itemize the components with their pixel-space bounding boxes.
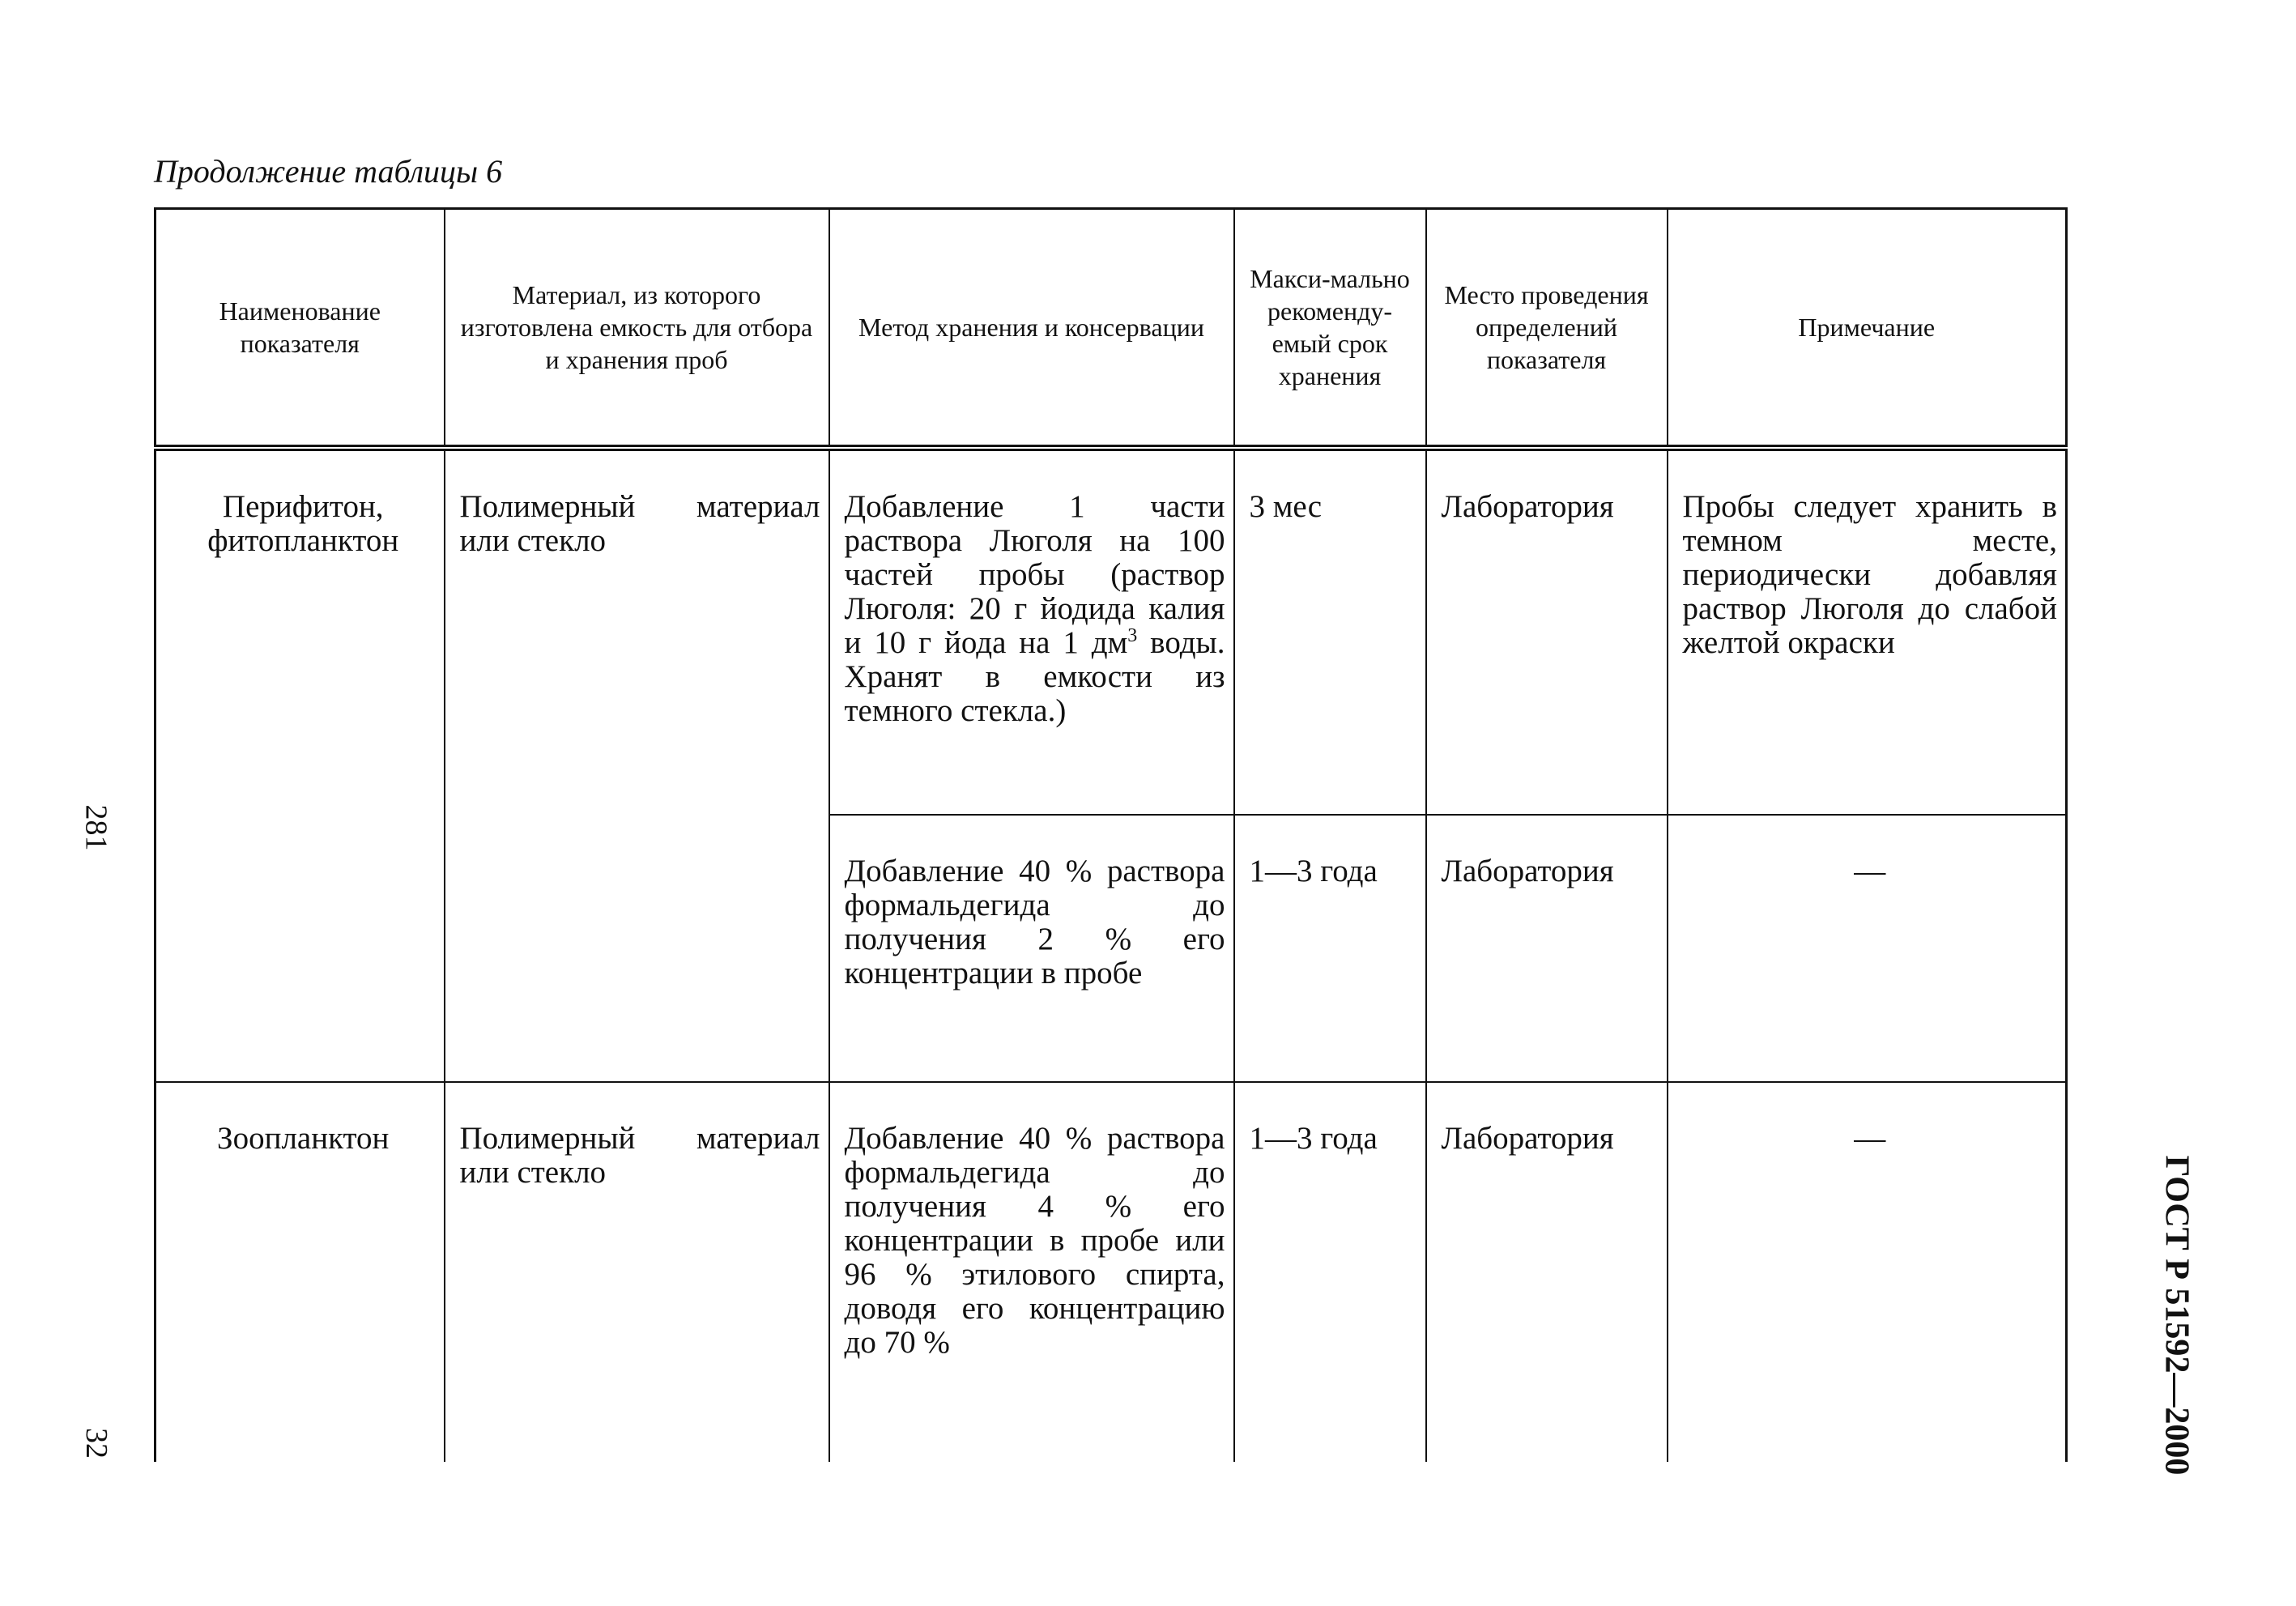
- header-note: Примечание: [1668, 209, 2067, 449]
- cell-container-material: Полимерный материал или стекло: [445, 1082, 829, 1462]
- cell-indicator-name: Перифитон, фитопланктон: [155, 448, 445, 1082]
- table-row: [155, 1082, 2067, 1462]
- header-analysis-place: Место проведения определений показателя: [1426, 209, 1668, 449]
- header-storage-method: Метод хранения и консервации: [829, 209, 1234, 449]
- storage-table: [154, 207, 2068, 1462]
- table-caption: Продолжение таблицы 6: [154, 153, 503, 190]
- header-indicator-name: Наименование показателя: [155, 209, 445, 449]
- page-number-281: 281: [79, 804, 113, 851]
- method-text-part1: Добавление 1 части раствора Люголя на 100 частей пробы (раствор Люголя: 20 г йодида калия и 10 г йода на 1 дм: [844, 489, 1225, 660]
- method-text-part2: воды. Хранят в емкости из темного стекла.): [844, 625, 1225, 728]
- header-row: [155, 209, 2067, 449]
- cell-analysis-place: Лаборатория: [1426, 815, 1668, 1082]
- cell-storage-method: [829, 448, 1234, 815]
- table-row: [155, 448, 2067, 815]
- page-number-32: 32: [79, 1428, 113, 1459]
- cell-analysis-place: Лаборатория: [1426, 448, 1668, 815]
- cell-note: —: [1668, 815, 2067, 1082]
- cell-note: Пробы следует хранить в темном месте, периодически добавляя раствор Люголя до слабой желтой окраски: [1668, 448, 2067, 815]
- standard-designation: ГОСТ Р 51592—2000: [2158, 1155, 2196, 1476]
- cell-storage-method: Добавление 40 % раствора формальдегида до получения 4 % его концентрации в пробе или 96 % этилового спирта, доводя его концентрацию до 70 %: [829, 1082, 1234, 1462]
- header-max-storage-term: Макси-мально рекоменду-емый срок хранения: [1234, 209, 1426, 449]
- cell-note: —: [1668, 1082, 2067, 1462]
- method-superscript: 3: [1127, 625, 1138, 646]
- header-container-material: Материал, из которого изготовлена емкость для отбора и хранения проб: [445, 209, 829, 449]
- cell-container-material: Полимерный материал или стекло: [445, 448, 829, 1082]
- cell-storage-method: Добавление 40 % раствора формальдегида до получения 2 % его концентрации в пробе: [829, 815, 1234, 1082]
- cell-analysis-place: Лаборатория: [1426, 1082, 1668, 1462]
- cell-max-storage-term: 3 мес: [1234, 448, 1426, 815]
- cell-indicator-name: Зоопланктон: [155, 1082, 445, 1462]
- cell-max-storage-term: 1—3 года: [1234, 1082, 1426, 1462]
- cell-max-storage-term: 1—3 года: [1234, 815, 1426, 1082]
